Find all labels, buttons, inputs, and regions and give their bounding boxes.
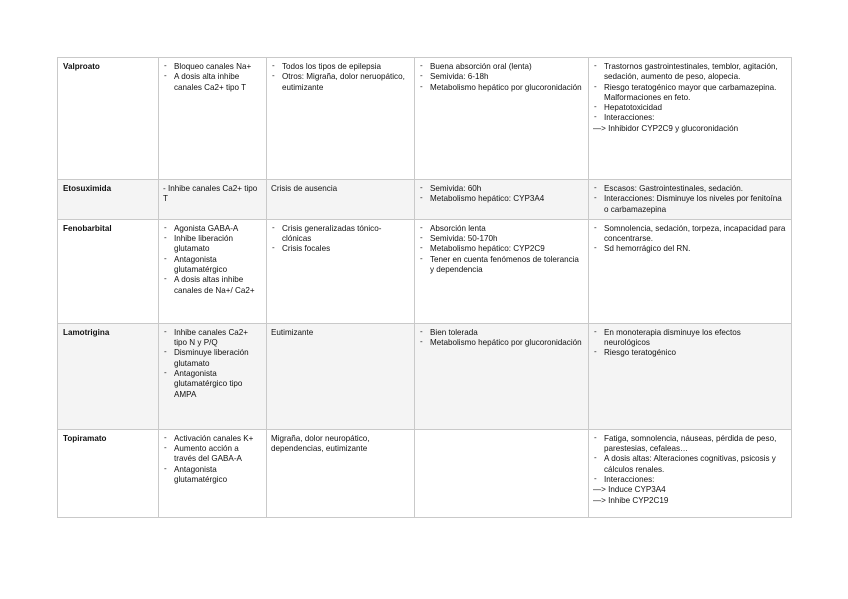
list-item: - Bloqueo canales Na+ (163, 62, 262, 72)
list-item: - En monoterapia disminuye los efectos neurológicos (593, 328, 787, 349)
list-item: - Interacciones: (593, 475, 787, 485)
farmacocinetica-list (419, 328, 584, 349)
list-item: Eutimizante (271, 327, 314, 337)
table-row (58, 429, 792, 517)
list-item: - Semivida: 50-170h (419, 234, 584, 244)
list-item: - Metabolismo hepático por glucoronidación (419, 338, 584, 348)
list-item: - Semivida: 6-18h (419, 72, 584, 82)
list-item: - Otros: Migraña, dolor neruopático, eutimizante (271, 72, 410, 93)
list-item: - Fatiga, somnolencia, náuseas, pérdida de peso, parestesias, cefaleas… (593, 434, 787, 455)
list-item: - Bien tolerada (419, 328, 584, 338)
list-item: - Hepatotoxicidad (593, 103, 787, 113)
mecanismo-list (163, 434, 262, 485)
list-item: - Riesgo teratogénico (593, 348, 787, 358)
list-item: - Somnolencia, sedación, torpeza, incapacidad para concentrarse. (593, 224, 787, 245)
mecanismo-cell (159, 429, 267, 517)
indicaciones-list (271, 328, 410, 338)
list-item: - Interacciones: Disminuye los niveles por fenitoína o carbamazepina (593, 194, 787, 215)
efectos-cell (589, 429, 792, 517)
indicaciones-cell (267, 180, 415, 220)
drug-name-cell: Lamotrigina (58, 323, 159, 429)
drug-name-cell: Topiramato (58, 429, 159, 517)
list-item: —> Induce CYP3A4 (593, 485, 666, 495)
table-row (58, 58, 792, 180)
list-item: - Todos los tipos de epilepsia (271, 62, 410, 72)
farmacocinetica-list (419, 62, 584, 93)
indicaciones-list (271, 184, 410, 194)
list-item: - Buena absorción oral (lenta) (419, 62, 584, 72)
list-item: - Inhibe canales Ca2+ tipo N y P/Q (163, 328, 262, 349)
indicaciones-cell (267, 219, 415, 323)
list-item: - Aumento acción a través del GABA-A (163, 444, 262, 465)
list-item: - Metabolismo hepático: CYP2C9 (419, 244, 584, 254)
efectos-list (593, 62, 787, 134)
list-item: - Inhibe liberación glutamato (163, 234, 262, 255)
list-item: - Antagonista glutamatérgico (163, 255, 262, 276)
indicaciones-cell (267, 429, 415, 517)
list-item: - Agonista GABA-A (163, 224, 262, 234)
mecanismo-cell (159, 180, 267, 220)
list-item: - Interacciones: (593, 113, 787, 123)
list-item: - Absorción lenta (419, 224, 584, 234)
indicaciones-list (271, 224, 410, 255)
farmacocinetica-cell (415, 429, 589, 517)
farmacocinetica-cell (415, 180, 589, 220)
mecanismo-cell (159, 323, 267, 429)
indicaciones-cell (267, 323, 415, 429)
list-item: - Semivida: 60h (419, 184, 584, 194)
indicaciones-list (271, 62, 410, 93)
list-item: - Crisis focales (271, 244, 410, 254)
mecanismo-list (163, 328, 262, 400)
efectos-cell (589, 58, 792, 180)
document-page (57, 57, 791, 518)
mecanismo-cell (159, 219, 267, 323)
list-item: - Escasos: Gastrointestinales, sedación. (593, 184, 787, 194)
list-item: - Trastornos gastrointestinales, temblor, agitación, sedación, aumento de peso, alopecia. (593, 62, 787, 83)
efectos-cell (589, 323, 792, 429)
list-item: - Activación canales K+ (163, 434, 262, 444)
list-item: - Tener en cuenta fenómenos de tolerancia y dependencia (419, 255, 584, 276)
antiepileptics-table (57, 57, 792, 518)
efectos-list (593, 184, 787, 215)
efectos-cell (589, 219, 792, 323)
efectos-list (593, 434, 787, 506)
list-item: - A dosis altas: Alteraciones cognitivas, psicosis y cálculos renales. (593, 454, 787, 475)
list-item: - Crisis generalizadas tónico-clónicas (271, 224, 410, 245)
table-row (58, 219, 792, 323)
list-item: - Sd hemorrágico del RN. (593, 244, 787, 254)
indicaciones-cell (267, 58, 415, 180)
indicaciones-list (271, 434, 410, 455)
list-item: - Antagonista glutamatérgico tipo AMPA (163, 369, 262, 400)
farmacocinetica-list (419, 184, 584, 205)
list-item: —> Inhibidor CYP2C9 y glucoronidación (593, 123, 739, 133)
list-item: - A dosis alta inhibe canales Ca2+ tipo T (163, 72, 262, 93)
list-item: - Inhibe canales Ca2+ tipo T (163, 184, 258, 204)
list-item: —> Inhibe CYP2C19 (593, 495, 669, 505)
mecanismo-cell (159, 58, 267, 180)
table-row (58, 323, 792, 429)
list-item: - Metabolismo hepático por glucoronidación (419, 83, 584, 93)
list-item: Migraña, dolor neuropático, dependencias, eutimizante (271, 433, 370, 454)
list-item: - Disminuye liberación glutamato (163, 348, 262, 369)
mecanismo-list (163, 62, 262, 93)
efectos-list (593, 224, 787, 255)
mecanismo-list (163, 224, 262, 296)
drug-name-cell: Valproato (58, 58, 159, 180)
farmacocinetica-cell (415, 323, 589, 429)
list-item: Crisis de ausencia (271, 184, 338, 193)
farmacocinetica-cell (415, 58, 589, 180)
list-item: - Metabolismo hepático: CYP3A4 (419, 194, 584, 204)
drug-name-cell: Fenobarbital (58, 219, 159, 323)
drug-name-cell: Etosuximida (58, 180, 159, 220)
mecanismo-list (163, 184, 262, 205)
efectos-list (593, 328, 787, 359)
table-row (58, 180, 792, 220)
list-item: - Antagonista glutamatérgico (163, 465, 262, 486)
farmacocinetica-list (419, 224, 584, 275)
list-item: - A dosis altas inhibe canales de Na+/ Ca2+ (163, 275, 262, 296)
list-item: - Riesgo teratogénico mayor que carbamazepina. Malformaciones en feto. (593, 83, 787, 104)
farmacocinetica-cell (415, 219, 589, 323)
efectos-cell (589, 180, 792, 220)
